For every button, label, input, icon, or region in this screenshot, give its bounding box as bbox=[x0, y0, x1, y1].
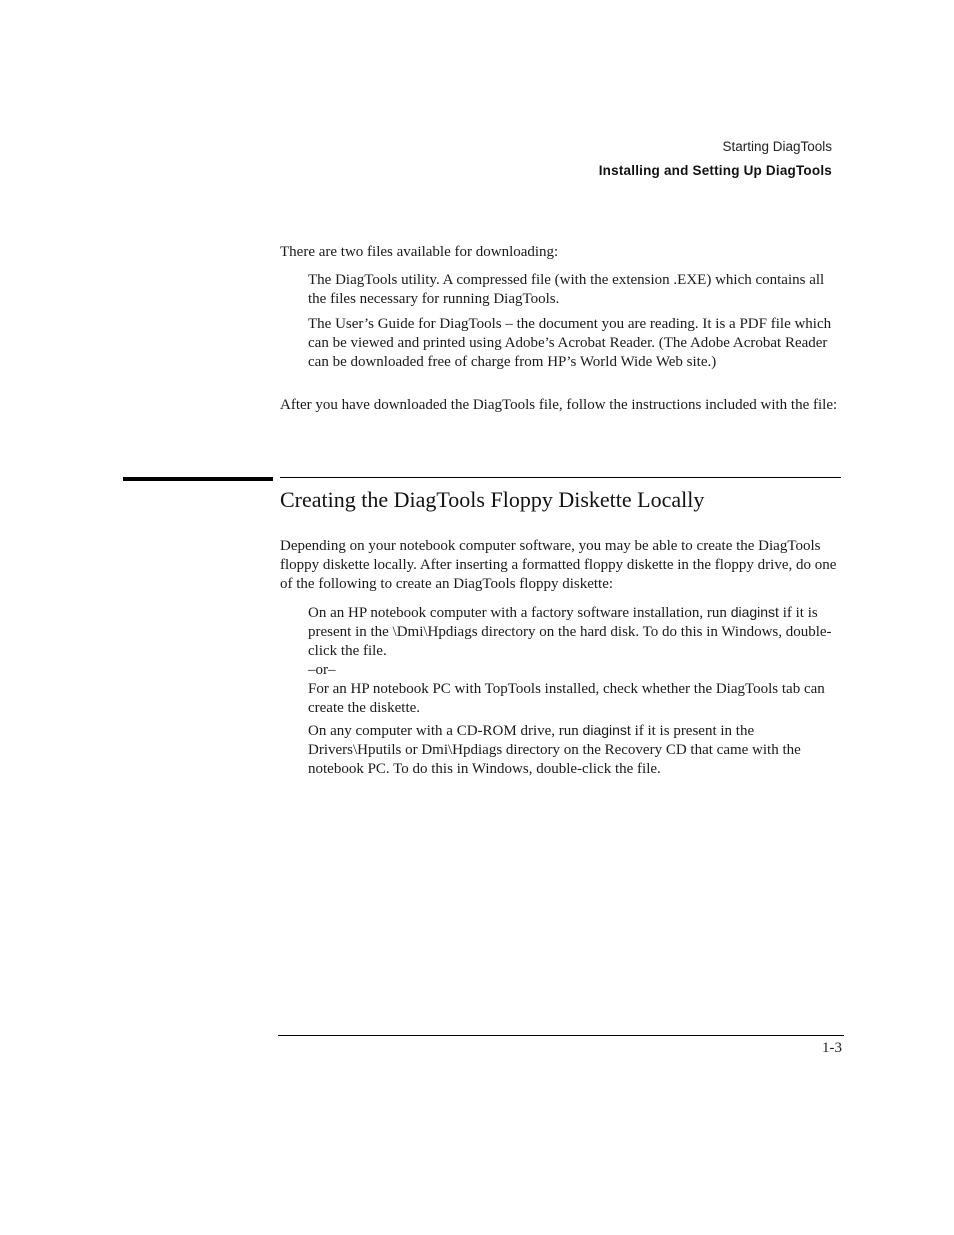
running-header-chapter: Starting DiagTools bbox=[722, 139, 832, 154]
item-text: if it is present in the Drivers\Hputils or Dmi\Hpdiags directory on the Recovery CD that came with the notebook PC. To do this in Windows, double-click the file. bbox=[308, 723, 801, 777]
intro-after: After you have downloaded the DiagTools file, follow the instructions included with the file: bbox=[280, 397, 838, 413]
intro-item-users-guide: The User’s Guide for DiagTools – the document you are reading. It is a PDF file which can be viewed and printed using Adobe’s Acrobat Reader. (The Adobe Acrobat Reader can be downloaded free of charge from HP’s World Wide Web site.) bbox=[308, 316, 832, 370]
intro-lead: There are two files available for downloading: bbox=[280, 244, 559, 260]
intro-item-utility: The DiagTools utility. A compressed file (with the extension .EXE) which contains all the files necessary for running DiagTools. bbox=[308, 272, 825, 307]
item-text: On an HP notebook computer with a factory software installation, run bbox=[308, 605, 731, 621]
item-text-toptools: For an HP notebook PC with TopTools installed, check whether the DiagTools tab can create the diskette. bbox=[308, 681, 825, 716]
section-item-hp-notebook bbox=[308, 603, 838, 718]
item-text: On any computer with a CD-ROM drive, run bbox=[308, 723, 583, 739]
section-item-cdrom bbox=[308, 721, 838, 779]
or-separator: –or– bbox=[308, 662, 336, 678]
footer-rule bbox=[278, 1035, 844, 1036]
command-diaginst: diaginst bbox=[730, 604, 779, 620]
section-rule-thin bbox=[280, 477, 841, 478]
running-header-section: Installing and Setting Up DiagTools bbox=[598, 163, 832, 178]
section-rule-thick bbox=[123, 477, 273, 481]
item-text: if it is present in the \Dmi\Hpdiags directory on the hard disk. To do this in Windows, double-click the file. bbox=[308, 605, 832, 659]
section-heading: Creating the DiagTools Floppy Diskette Locally bbox=[280, 487, 705, 512]
command-diaginst: diaginst bbox=[582, 722, 631, 738]
section-lead: Depending on your notebook computer software, you may be able to create the DiagTools floppy diskette locally. After inserting a formatted floppy diskette in the floppy drive, do one of the following to create an DiagTools floppy diskette: bbox=[280, 538, 837, 592]
page-number: 1-3 bbox=[822, 1040, 842, 1056]
